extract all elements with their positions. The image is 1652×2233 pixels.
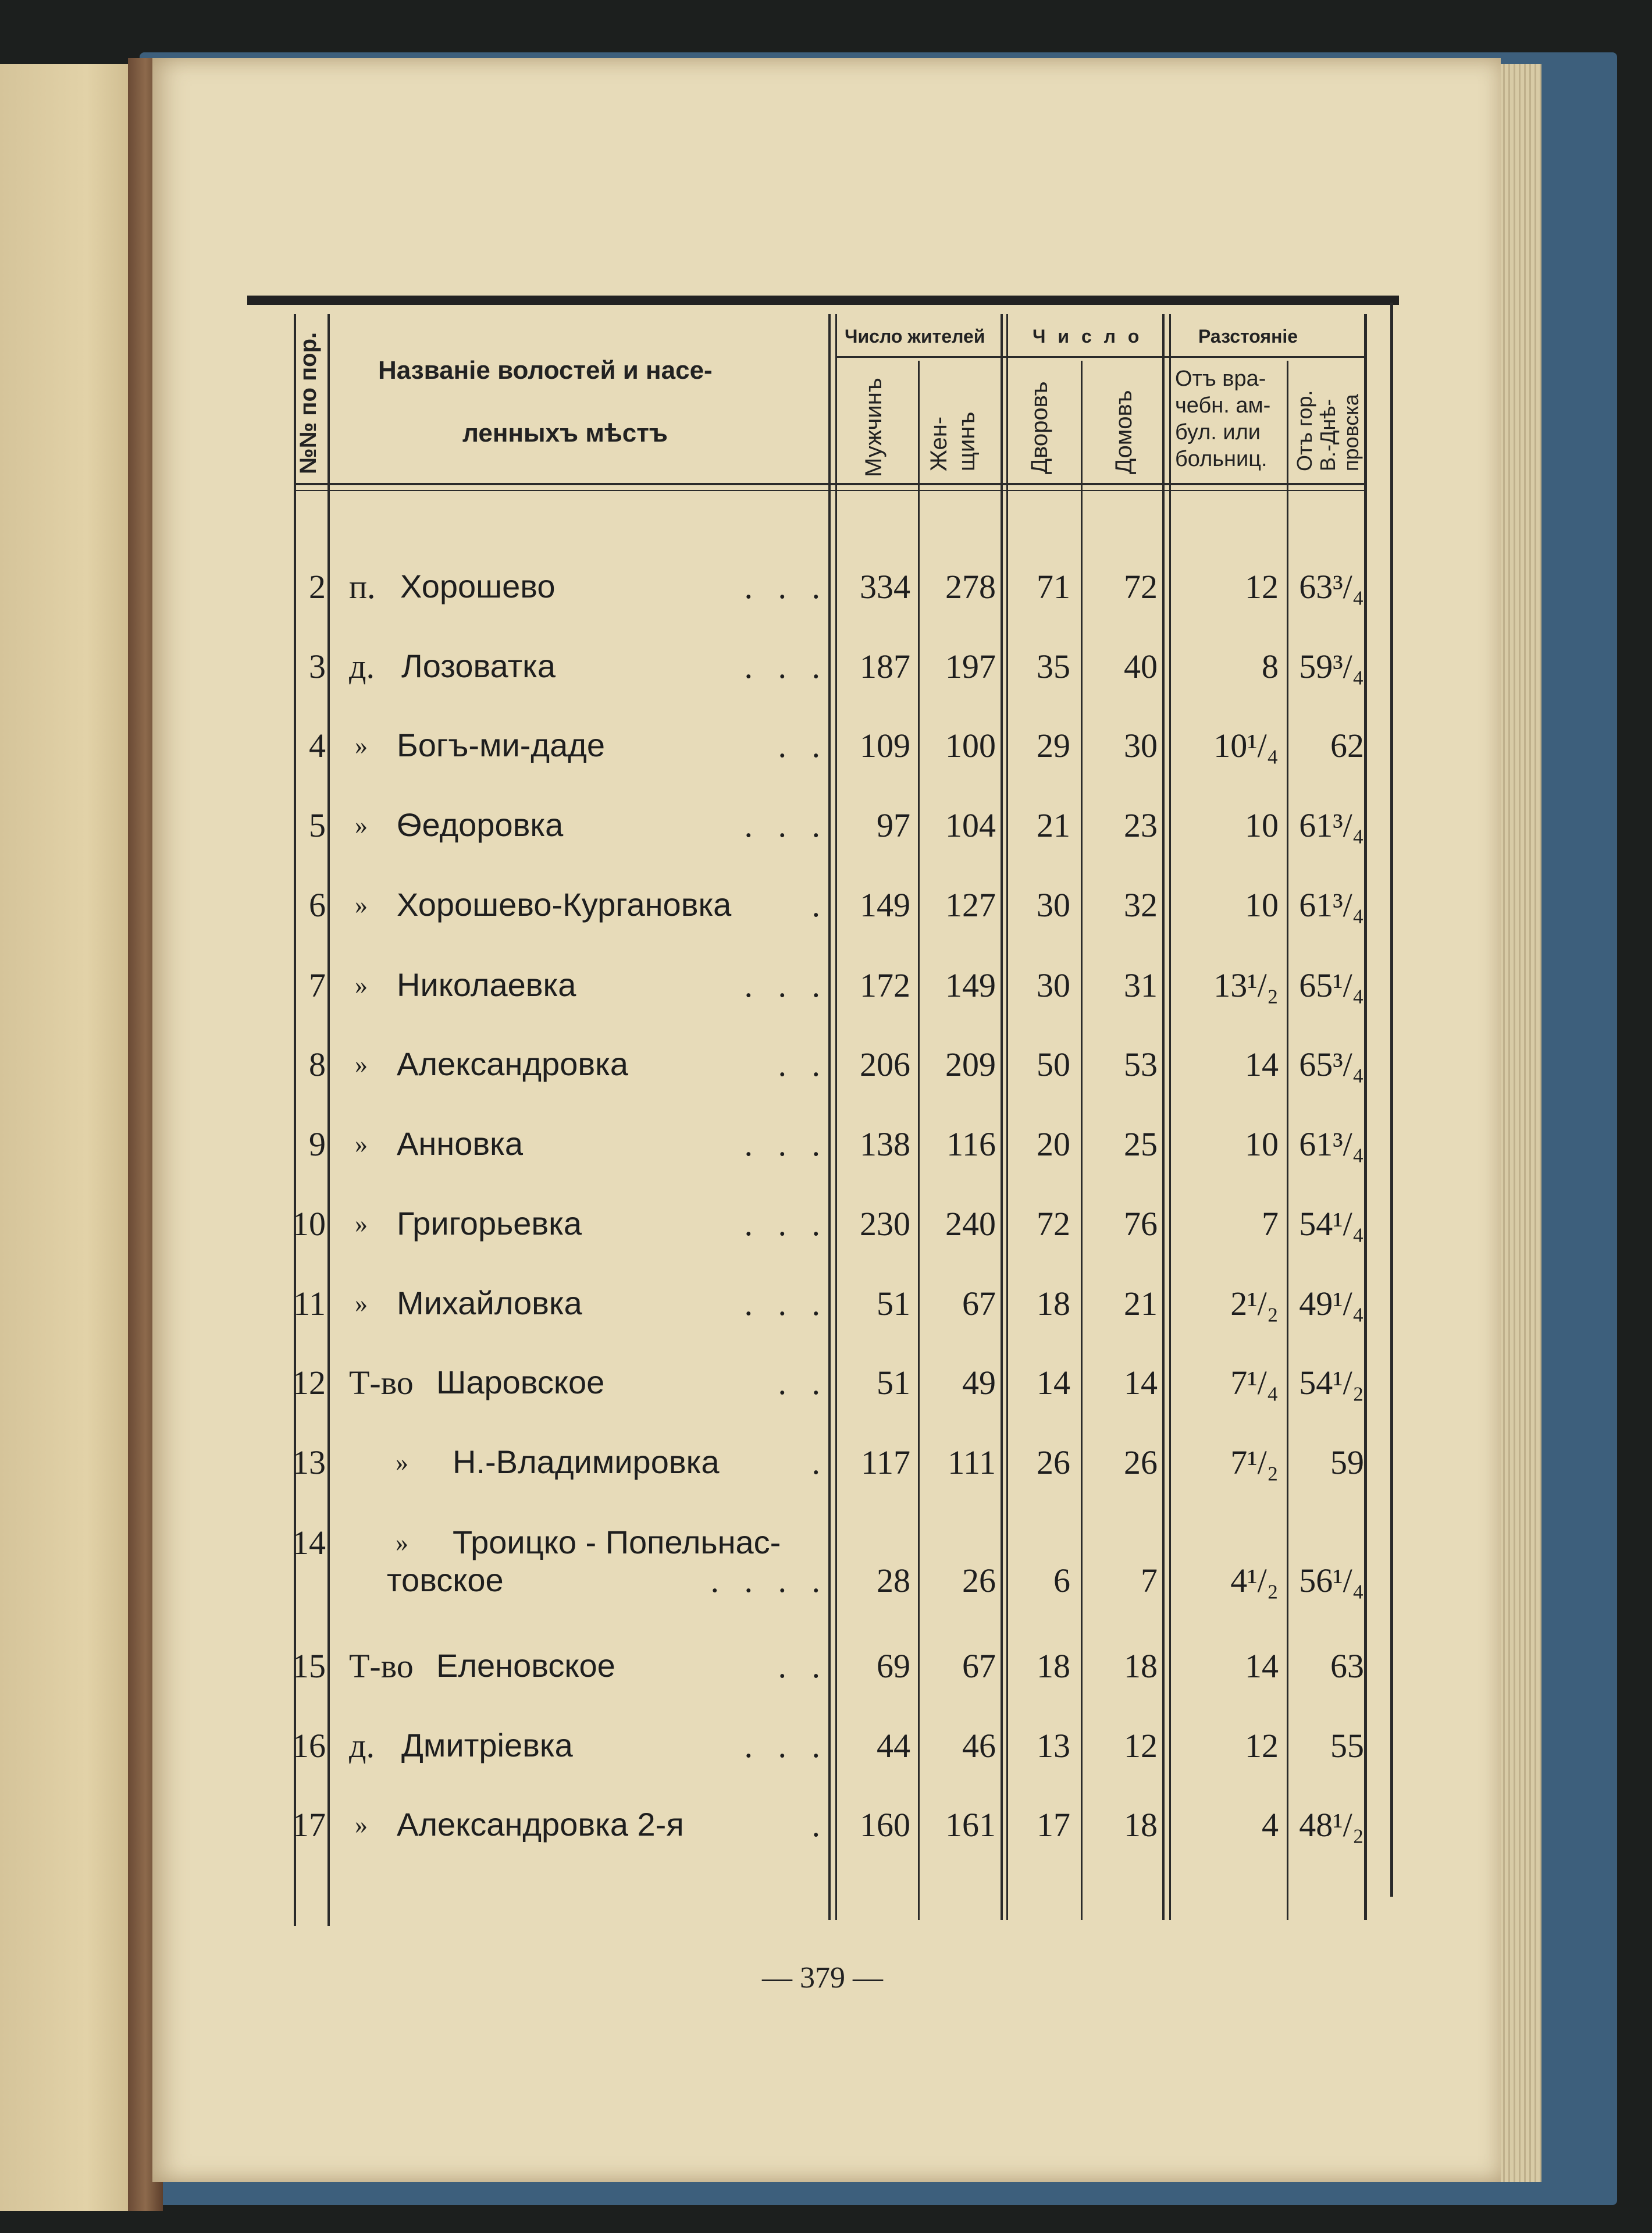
cell-men: 149 xyxy=(860,886,910,924)
cell-houses: 21 xyxy=(1124,1285,1158,1322)
cell-city: 61³/₄ xyxy=(1299,886,1364,924)
cell-houses: 40 xyxy=(1124,648,1158,685)
settlement-name-continued: товское xyxy=(387,1562,504,1598)
cell-doc: 10¹/₄ xyxy=(1213,727,1279,765)
settlement-prefix: » xyxy=(396,1448,408,1477)
cell-doc: 7 xyxy=(1262,1205,1279,1243)
cell-women: 49 xyxy=(962,1364,996,1402)
leader-dots: . . . xyxy=(744,1125,820,1163)
cell-women: 149 xyxy=(945,966,996,1004)
row-number: 9 xyxy=(309,1125,326,1163)
row-number: 10 xyxy=(292,1205,326,1243)
cell-women: 46 xyxy=(962,1727,996,1765)
table-row xyxy=(0,1443,1652,1484)
header-dist-city-1: Отъ гор. xyxy=(1293,390,1316,471)
header-row-no: №№ по пор. xyxy=(295,332,321,474)
settlement-prefix: » xyxy=(355,971,368,1000)
row-number: 2 xyxy=(309,568,326,606)
leader-dots: . xyxy=(811,886,820,924)
settlement-prefix: д. xyxy=(349,648,375,685)
cell-doc: 12 xyxy=(1245,568,1279,606)
cell-men: 69 xyxy=(877,1647,910,1685)
cell-yards: 17 xyxy=(1037,1806,1070,1844)
table-row xyxy=(0,567,1652,608)
settlement-name: Дмитріевка xyxy=(401,1727,573,1763)
cell-city: 61³/₄ xyxy=(1299,1125,1364,1163)
settlement-name: Ѳедоровка xyxy=(397,806,564,843)
header-dist-city-2: В.-Днѣ- xyxy=(1316,399,1340,471)
cell-doc: 4¹/₂ xyxy=(1230,1562,1279,1599)
settlement-name: Александровка xyxy=(397,1046,628,1082)
header-count: Ч и с л о xyxy=(1032,326,1143,347)
cell-city: 54¹/₄ xyxy=(1299,1205,1364,1243)
leader-dots: . . . xyxy=(744,1285,820,1322)
settlement-name: Троицко - Попельнас- xyxy=(453,1524,781,1560)
cell-city: 61³/₄ xyxy=(1299,806,1364,844)
cell-houses: 53 xyxy=(1124,1046,1158,1083)
cell-city: 48¹/₂ xyxy=(1299,1806,1364,1844)
cell-women: 26 xyxy=(962,1562,996,1599)
header-dist-doctor-2: чебн. ам- xyxy=(1175,393,1271,418)
header-name-line1: Названіе волостей и насе- xyxy=(378,356,713,385)
header-women-1: Жен- xyxy=(926,416,952,471)
leader-dots: . xyxy=(811,1806,820,1844)
header-dist-doctor-3: бул. или xyxy=(1175,420,1261,445)
settlement-prefix: » xyxy=(355,1210,368,1238)
table-row xyxy=(0,1726,1652,1767)
cell-city: 62 xyxy=(1330,727,1364,765)
cell-women: 104 xyxy=(945,806,996,844)
settlement-name: Анновка xyxy=(397,1125,523,1162)
table-row xyxy=(0,886,1652,926)
header-inhabitants: Число жителей xyxy=(845,326,985,347)
cell-city: 59 xyxy=(1330,1443,1364,1481)
cell-city: 54¹/₂ xyxy=(1299,1364,1364,1402)
cell-city: 65³/₄ xyxy=(1299,1046,1364,1083)
cell-women: 278 xyxy=(945,568,996,606)
table-row xyxy=(0,1805,1652,1846)
cell-houses: 76 xyxy=(1124,1205,1158,1243)
settlement-prefix: » xyxy=(355,811,368,840)
cell-houses: 30 xyxy=(1124,727,1158,765)
row-number: 17 xyxy=(292,1806,326,1844)
cell-men: 206 xyxy=(860,1046,910,1083)
book-page xyxy=(152,58,1501,2182)
cell-houses: 31 xyxy=(1124,966,1158,1004)
cell-doc: 12 xyxy=(1245,1727,1279,1765)
cell-city: 59³/₄ xyxy=(1299,648,1364,685)
leader-dots: . . . . xyxy=(710,1562,820,1599)
cell-yards: 20 xyxy=(1037,1125,1070,1163)
cell-women: 67 xyxy=(962,1285,996,1322)
header-bottom-rule xyxy=(294,483,1367,485)
cell-doc: 7¹/₂ xyxy=(1230,1443,1279,1481)
settlement-prefix: » xyxy=(396,1528,408,1557)
leader-dots: . . . xyxy=(744,806,820,844)
settlement-prefix: д. xyxy=(349,1727,375,1765)
cell-yards: 72 xyxy=(1037,1205,1070,1243)
settlement-prefix: » xyxy=(355,1050,368,1079)
table-row xyxy=(0,1363,1652,1404)
cell-city: 65¹/₄ xyxy=(1299,966,1364,1004)
settlement-name: Хорошево-Кургановка xyxy=(397,886,732,923)
cell-yards: 35 xyxy=(1037,648,1070,685)
leader-dots: . xyxy=(811,1443,820,1481)
table-row xyxy=(0,1045,1652,1086)
settlement-prefix: Т-во xyxy=(349,1647,414,1685)
row-number: 16 xyxy=(292,1727,326,1765)
cell-houses: 23 xyxy=(1124,806,1158,844)
cell-women: 127 xyxy=(945,886,996,924)
cell-men: 117 xyxy=(861,1443,910,1481)
settlement-prefix: Т-во xyxy=(349,1364,414,1402)
settlement-name: Михайловка xyxy=(397,1285,582,1321)
cell-yards: 18 xyxy=(1037,1647,1070,1685)
cell-city: 56¹/₄ xyxy=(1299,1562,1364,1599)
cell-doc: 10 xyxy=(1245,806,1279,844)
table-row xyxy=(0,1523,1652,1599)
settlement-prefix: » xyxy=(355,891,368,919)
row-number: 5 xyxy=(309,806,326,844)
cell-doc: 14 xyxy=(1245,1647,1279,1685)
leader-dots: . . . xyxy=(744,1205,820,1243)
settlement-prefix: » xyxy=(355,1811,368,1839)
cell-doc: 13¹/₂ xyxy=(1213,966,1279,1004)
leader-dots: . . . xyxy=(744,966,820,1004)
table-row xyxy=(0,647,1652,688)
cell-yards: 14 xyxy=(1037,1364,1070,1402)
cell-doc: 10 xyxy=(1245,886,1279,924)
settlement-prefix: » xyxy=(355,1130,368,1158)
cell-men: 51 xyxy=(877,1364,910,1402)
cell-men: 334 xyxy=(860,568,910,606)
row-number: 14 xyxy=(292,1524,326,1562)
cell-houses: 14 xyxy=(1124,1364,1158,1402)
header-dist-doctor-1: Отъ вра- xyxy=(1175,367,1266,391)
cell-women: 111 xyxy=(948,1443,996,1481)
cell-men: 109 xyxy=(860,727,910,765)
cell-city: 63³/₄ xyxy=(1299,568,1364,606)
settlement-prefix: » xyxy=(355,731,368,760)
row-number: 12 xyxy=(292,1364,326,1402)
cell-houses: 18 xyxy=(1124,1806,1158,1844)
cell-yards: 71 xyxy=(1037,568,1070,606)
table-row xyxy=(0,726,1652,767)
cell-houses: 18 xyxy=(1124,1647,1158,1685)
settlement-prefix: » xyxy=(355,1289,368,1318)
cell-houses: 25 xyxy=(1124,1125,1158,1163)
cell-houses: 7 xyxy=(1141,1562,1158,1599)
cell-city: 49¹/₄ xyxy=(1299,1285,1364,1322)
cell-men: 51 xyxy=(877,1285,910,1322)
cell-men: 230 xyxy=(860,1205,910,1243)
header-distance: Разстояніе xyxy=(1198,326,1298,347)
cell-doc: 2¹/₂ xyxy=(1230,1285,1279,1322)
table-row xyxy=(0,966,1652,1007)
cell-doc: 14 xyxy=(1245,1046,1279,1083)
cell-men: 172 xyxy=(860,966,910,1004)
cell-houses: 32 xyxy=(1124,886,1158,924)
table-row xyxy=(0,1284,1652,1325)
cell-yards: 50 xyxy=(1037,1046,1070,1083)
settlement-name: Николаевка xyxy=(397,966,576,1003)
leader-dots: . . . xyxy=(744,1727,820,1765)
header-women-2: щинъ xyxy=(954,411,980,471)
cell-doc: 4 xyxy=(1262,1806,1279,1844)
header-bottom-rule xyxy=(294,490,1367,491)
cell-women: 209 xyxy=(945,1046,996,1083)
row-number: 11 xyxy=(293,1285,326,1322)
leader-dots: . . xyxy=(778,1647,820,1685)
cell-women: 197 xyxy=(945,648,996,685)
settlement-name: Хорошево xyxy=(400,568,556,605)
cell-men: 44 xyxy=(877,1727,910,1765)
row-number: 13 xyxy=(292,1443,326,1481)
table-row xyxy=(0,1647,1652,1687)
cell-houses: 12 xyxy=(1124,1727,1158,1765)
cell-doc: 10 xyxy=(1245,1125,1279,1163)
cell-men: 138 xyxy=(860,1125,910,1163)
row-number: 6 xyxy=(309,886,326,924)
leader-dots: . . xyxy=(778,1046,820,1083)
header-name-line2: ленныхъ мѣстъ xyxy=(462,419,668,447)
cell-men: 97 xyxy=(877,806,910,844)
cell-city: 63 xyxy=(1330,1647,1364,1685)
cell-men: 160 xyxy=(860,1806,910,1844)
header-rule xyxy=(835,356,1367,358)
leader-dots: . . . xyxy=(744,568,820,606)
cell-women: 116 xyxy=(946,1125,996,1163)
header-dist-city-3: провска xyxy=(1339,394,1363,471)
settlement-name: Лозоватка xyxy=(401,648,556,684)
settlement-prefix: п. xyxy=(349,568,376,606)
cell-yards: 6 xyxy=(1053,1562,1070,1599)
settlement-name: Александровка 2-я xyxy=(397,1806,684,1843)
leader-dots: . . xyxy=(778,727,820,765)
cell-yards: 21 xyxy=(1037,806,1070,844)
leader-dots: . . . xyxy=(744,648,820,685)
cell-yards: 30 xyxy=(1037,886,1070,924)
table-row xyxy=(0,806,1652,847)
row-number: 15 xyxy=(292,1647,326,1685)
table-top-rule xyxy=(247,296,1399,305)
cell-houses: 72 xyxy=(1124,568,1158,606)
cell-women: 240 xyxy=(945,1205,996,1243)
row-number: 3 xyxy=(309,648,326,685)
settlement-name: Шаровское xyxy=(436,1364,605,1400)
cell-men: 187 xyxy=(860,648,910,685)
row-number: 8 xyxy=(309,1046,326,1083)
cell-yards: 30 xyxy=(1037,966,1070,1004)
cell-men: 28 xyxy=(877,1562,910,1599)
row-number: 7 xyxy=(309,966,326,1004)
leader-dots: . . xyxy=(778,1364,820,1402)
cell-yards: 18 xyxy=(1037,1285,1070,1322)
header-yards: Дворовъ xyxy=(1027,381,1052,474)
cell-women: 67 xyxy=(962,1647,996,1685)
cell-houses: 26 xyxy=(1124,1443,1158,1481)
cell-doc: 8 xyxy=(1262,648,1279,685)
settlement-name: Еленовское xyxy=(436,1647,615,1684)
row-number: 4 xyxy=(309,727,326,765)
cell-yards: 26 xyxy=(1037,1443,1070,1481)
header-men: Мужчинъ xyxy=(861,378,886,477)
cell-yards: 13 xyxy=(1037,1727,1070,1765)
header-houses: Домовъ xyxy=(1111,390,1137,474)
header-dist-doctor-4: больниц. xyxy=(1175,447,1268,471)
cell-yards: 29 xyxy=(1037,727,1070,765)
cell-women: 161 xyxy=(945,1806,996,1844)
table-row xyxy=(0,1125,1652,1165)
table-row xyxy=(0,1204,1652,1245)
settlement-name: Богъ-ми-даде xyxy=(397,727,606,763)
cell-city: 55 xyxy=(1330,1727,1364,1765)
cell-doc: 7¹/₄ xyxy=(1230,1364,1279,1402)
page-number: — 379 — xyxy=(762,1961,883,1994)
settlement-name: Н.-Владимировка xyxy=(453,1443,720,1480)
settlement-name: Григорьевка xyxy=(397,1205,582,1242)
cell-women: 100 xyxy=(945,727,996,765)
